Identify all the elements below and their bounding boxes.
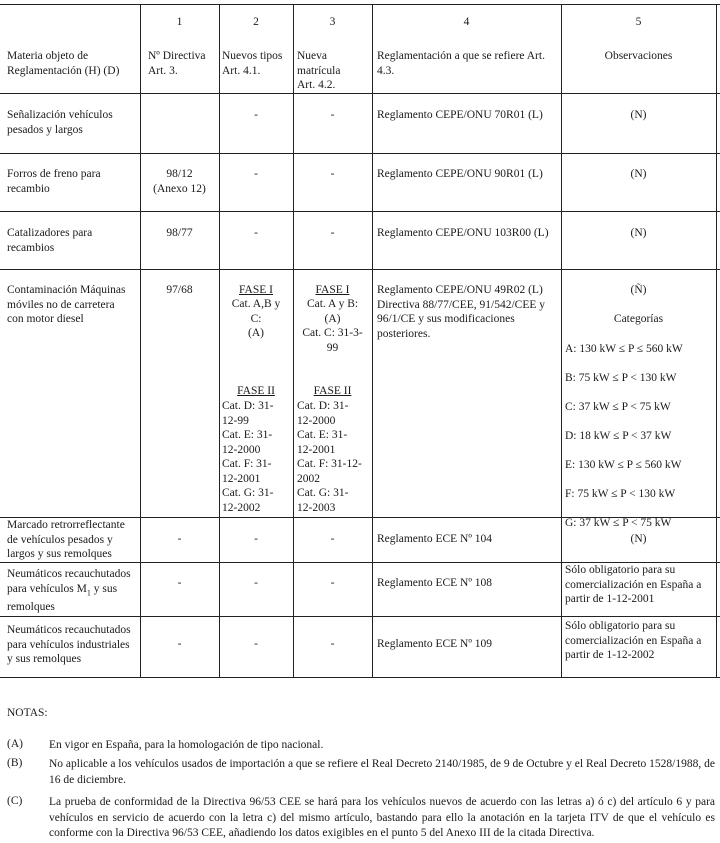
note-label: (C): [7, 795, 23, 807]
categoria-item: G: 37 kW ≤ P < 75 kW: [565, 516, 672, 529]
cell-reglamentacion: Reglamento CEPE/ONU 90R01 (L): [377, 168, 543, 180]
cell-nuevos-tipos: -: [254, 227, 258, 239]
column-number-1: 1: [176, 16, 183, 28]
column-number-2: 2: [253, 16, 259, 28]
cell-directiva: 97/68: [166, 284, 193, 296]
cell-nueva-matricula: -: [330, 638, 335, 650]
categorias-title: Categorías: [613, 313, 664, 325]
cell-directiva: -: [177, 577, 182, 589]
fase-i-title: FASE I: [315, 284, 350, 296]
cell-observaciones: (N): [630, 227, 647, 239]
cell-nueva-matricula: -: [330, 109, 335, 121]
cell-reglamentacion: Reglamento ECE Nº 109: [377, 638, 493, 650]
categoria-item: E: 130 kW ≤ P ≤ 560 kW: [565, 458, 682, 471]
header-directiva: Nº Directiva Art. 3.: [148, 50, 206, 77]
cell-reglamentacion: Reglamento ECE Nº 104: [377, 533, 493, 545]
note-label: (B): [7, 757, 23, 769]
cell-reglamentacion: Reglamento ECE Nº 108: [377, 577, 493, 589]
materia-text: Neumáticos recauchutados para vehículos M: [7, 568, 131, 595]
fase-ii-body: Cat. D: 31- 12-2000 Cat. E: 31- 12-2001 Cat. F: 31-12- 2002 Cat. G: 31- 12-2003: [297, 400, 362, 514]
cell-nuevos-tipos: -: [254, 577, 258, 589]
header-nuevos-tipos: Nuevos tipos Art. 4.1.: [222, 50, 283, 77]
cell-nuevos-tipos: -: [254, 533, 258, 545]
reglamentacion-text: Reglamento CEPE/ONU 49R02 (L) Directiva 88/77/CEE, 91/542/CEE y 96/1/CE y sus modificaciones posteriores.: [377, 284, 546, 340]
fase-i-title: FASE I: [239, 284, 273, 296]
categoria-item: C: 37 kW ≤ P < 75 kW: [565, 400, 671, 413]
cell-nueva-matricula: -: [330, 227, 335, 239]
fase-ii-body: Cat. D: 31- 12-99 Cat. E: 31- 12-2000 Cat. F: 31- 12-2001 Cat. G: 31- 12-2002: [222, 400, 274, 514]
note-label: (A): [7, 738, 23, 750]
cell-observaciones: (Ñ): [630, 284, 647, 296]
cell-materia: Contaminación Máquinas móviles no de carretera con motor diesel: [7, 284, 126, 325]
materia-subscript: 1: [86, 587, 91, 597]
cell-materia: [7, 567, 137, 615]
categoria-item: A: 130 kW ≤ P ≤ 560 kW: [565, 342, 683, 355]
cell-observaciones: (N): [630, 168, 647, 180]
cell-nueva-matricula: -: [330, 533, 335, 545]
notes-heading: NOTAS:: [7, 707, 48, 719]
cell-directiva: -: [177, 638, 182, 650]
cell-reglamentacion: Reglamento CEPE/ONU 103R00 (L): [377, 227, 549, 239]
cell-directiva: 98/77: [166, 227, 193, 239]
note-text: No aplicable a los vehículos usados de importación a que se refiere el Real Decreto 2140/1985, de 9 de Octubre y el Real Decreto 1528/1988, de 16 de diciembre.: [49, 758, 715, 786]
cell-observaciones: (N): [630, 109, 647, 121]
cell-materia: Neumáticos recauchutados para vehículos industriales y sus remolques: [7, 624, 131, 665]
categoria-item: B: 75 kW ≤ P < 130 kW: [565, 371, 677, 384]
note-text: En vigor en España, para la homologación de tipo nacional.: [49, 739, 324, 751]
cell-materia: Catalizadores para recambios: [7, 227, 93, 254]
cell-directiva: 98/12 (Anexo 12): [153, 168, 206, 195]
header-materia: Materia objeto de Reglamentación (H) (D): [7, 50, 120, 77]
note-text: La prueba de conformidad de la Directiva 96/53 CEE se hará para los vehículos nuevos de acuerdo con las letras a) ó c) del artículo 6 y para vehículos en servicio de acuerdo con la letra c) del mismo artículo, bastando para ello la anotación en la tarjeta ITV de que el vehículo es conforme con la Directiva 96/53 CEE, añadiendo los datos exigibles en el punto 5 del Anexo III de la citada Directiva.: [49, 796, 715, 839]
cell-nuevos-tipos: -: [254, 109, 258, 121]
cell-nueva-matricula: -: [330, 577, 335, 589]
materia-text-end: y sus remolques: [7, 582, 118, 614]
fase-ii-title: FASE II: [237, 385, 275, 397]
cell-directiva: -: [177, 533, 182, 545]
cell-nuevos-tipos: -: [254, 168, 258, 180]
column-number-4: 4: [463, 16, 470, 28]
categorias-list: [565, 327, 715, 545]
fase-i-body: Cat. A y B: (A) Cat. C: 31-3- 99: [302, 298, 363, 354]
header-nueva-matricula: Nueva matrícula Art. 4.2.: [297, 50, 341, 91]
cell-nueva-matricula: -: [330, 168, 335, 180]
categoria-item: F: 75 kW ≤ P < 130 kW: [565, 487, 676, 500]
header-observaciones: Observaciones: [604, 50, 673, 62]
cell-nuevos-tipos: -: [254, 638, 258, 650]
fase-i-body: Cat. A,B y C: (A): [231, 298, 281, 339]
cell-materia: Señalización vehículos pesados y largos: [7, 109, 113, 136]
header-reglamentacion: Reglamentación a que se refiere Art. 4.3.: [377, 50, 545, 77]
categoria-item: D: 18 kW ≤ P < 37 kW: [565, 429, 672, 442]
cell-reglamentacion: Reglamento CEPE/ONU 70R01 (L): [377, 109, 543, 121]
cell-observaciones: Sólo obligatorio para su comercialización en España a partir de 1-12-2001: [565, 564, 702, 605]
cell-materia: Marcado retrorreflectante de vehículos pesados y largos y sus remolques: [7, 519, 125, 560]
cell-reglamentacion: [377, 283, 553, 341]
column-number-5: 5: [635, 16, 642, 28]
fase-ii-title: FASE II: [313, 385, 352, 397]
column-number-3: 3: [329, 16, 336, 28]
cell-observaciones: Sólo obligatorio para su comercialización en España a partir de 1-12-2002: [565, 620, 702, 661]
cell-observaciones: (N): [630, 533, 647, 545]
cell-materia: Forros de freno para recambio: [7, 168, 101, 195]
